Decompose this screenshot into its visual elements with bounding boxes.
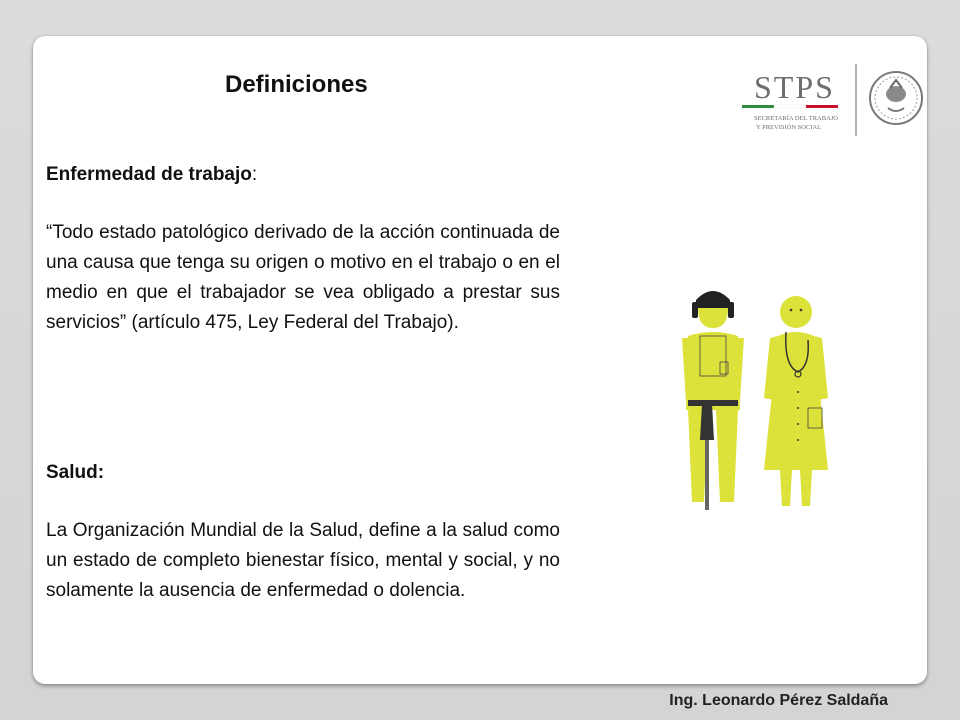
- logo-white-stripe: [774, 105, 806, 108]
- worker-and-doctor-illustration: [658, 280, 858, 515]
- coat-of-arms-icon: [870, 72, 922, 124]
- logo-acronym: STPS: [754, 69, 835, 105]
- slide-title: Definiciones: [225, 71, 368, 98]
- worker-and-doctor-icon: [658, 280, 858, 515]
- heading-colon: :: [251, 164, 258, 185]
- logo-line2: Y PREVISIÓN SOCIAL: [756, 124, 822, 131]
- author-name: Ing. Leonardo Pérez Saldaña: [669, 692, 888, 709]
- occupational-disease-definition: “Todo estado patológico derivado de la acción continuada de una causa que tenga su origen o motivo en el trabajo o en el medio en que el trabajador se vea obligado a prestar sus servicios” (artículo 475, Ley Federal del Trabajo).: [46, 222, 560, 333]
- health-definition: La Organización Mundial de la Salud, define a la salud como un estado de completo bienestar físico, mental y social, y no solamente la ausencia de enfermedad o dolencia.: [46, 520, 560, 601]
- logo-red-stripe: [806, 105, 838, 108]
- construction-worker-icon: [682, 291, 744, 510]
- doctor-icon: [764, 296, 828, 506]
- section-heading-health: Salud:: [46, 462, 105, 483]
- stps-logo: [738, 52, 924, 152]
- section-heading-occupational-disease: [46, 160, 560, 190]
- heading-text: Enfermedad de trabajo: [46, 164, 252, 185]
- logo-line1: SECRETARÍA DEL TRABAJO: [754, 115, 838, 122]
- stps-logo-graphic: [738, 52, 924, 152]
- logo-green-stripe: [742, 105, 774, 108]
